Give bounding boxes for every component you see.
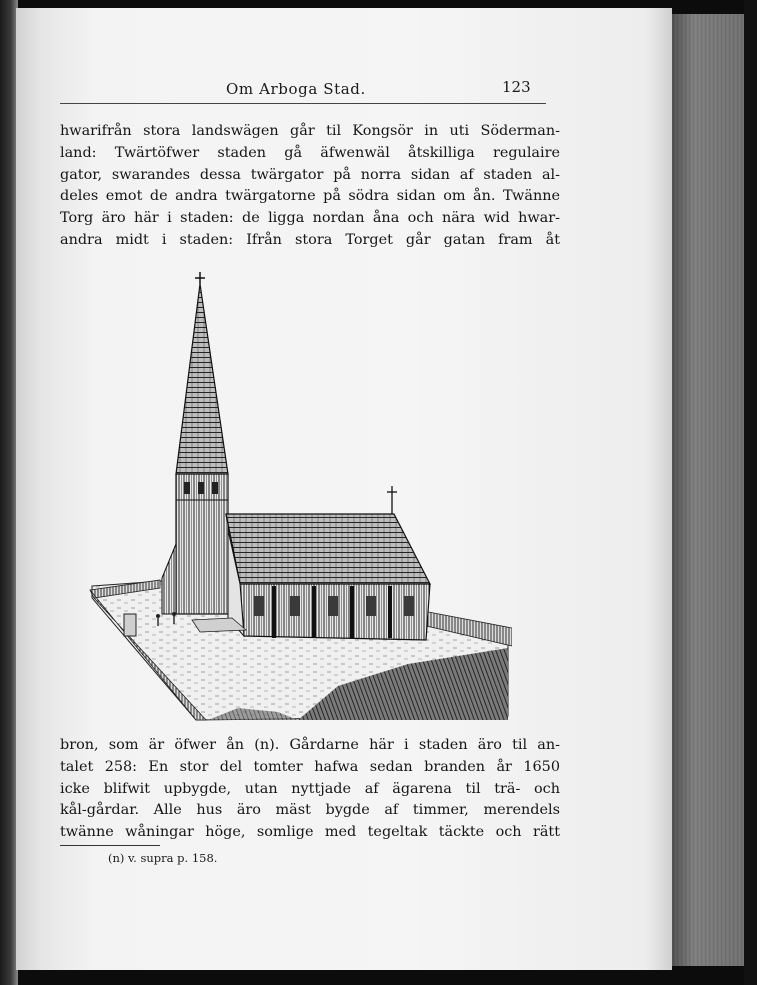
text-line: twänne wåningar höge, somlige med tegeltak täckte och rätt [60,824,560,841]
text-line: talet 258: En stor del tomter hafwa sedan branden år 1650 [60,758,560,775]
text-line: land: Twärtöfwer staden gå äfwenwäl åtskilliga regulaire [60,144,560,161]
footnote-rule [60,845,160,846]
header-rule [60,103,546,104]
running-title: Om Arboga Stad. [226,80,366,98]
page-number: 123 [502,78,531,96]
text-line: hwarifrån stora landswägen går til Kongsör in uti Söderman- [60,123,560,139]
footnote: (n) v. supra p. 158. [108,851,218,865]
text-line: kål-gårdar. Alle hus äro mäst bygde af timmer, merendels [60,802,560,819]
body-text-top [60,121,560,252]
text-line: andra midt i staden: Ifrån stora Torget går gatan fram åt [60,231,560,248]
text-line: bron, som är öfwer ån (n). Gårdarne här i staden äro til an- [60,737,560,753]
text-line: deles emot de andra twärgatorne på södra sidan om ån. Twänne [60,188,560,205]
book-cover-edge [744,0,757,985]
text-line: icke blifwit upbygde, utan nyttjade af ägarena til trä- och [60,780,560,797]
text-line: gator, swarandes dessa twärgator på norra sidan af staden al- [60,166,560,183]
body-text-bottom [60,735,560,844]
church-engraving [88,268,512,722]
text-line: Torg äro här i staden: de ligga nordan åna och nära wid hwar- [60,210,560,227]
page-stack-edges [672,14,744,966]
